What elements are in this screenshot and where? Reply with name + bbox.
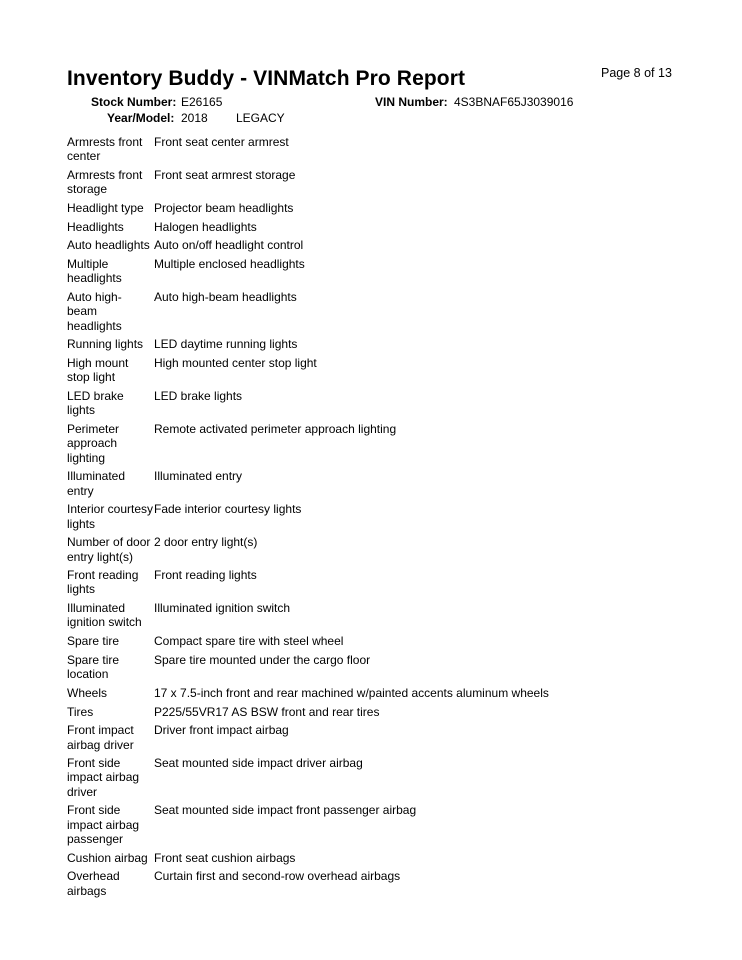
spec-row <box>67 653 667 682</box>
spec-label: Headlight type <box>67 200 144 215</box>
spec-label: High mount stop light <box>67 355 129 385</box>
spec-value: Illuminated ignition switch <box>154 601 291 616</box>
spec-label: Headlights <box>67 219 124 234</box>
spec-value: P225/55VR17 AS BSW front and rear tires <box>154 704 380 719</box>
spec-row <box>67 869 667 898</box>
spec-label: LED brake lights <box>67 388 124 418</box>
spec-value: Auto on/off headlight control <box>154 238 304 253</box>
spec-value: Compact spare tire with steel wheel <box>154 634 344 649</box>
spec-value: LED daytime running lights <box>154 337 298 352</box>
spec-row <box>67 337 667 351</box>
spec-row <box>67 851 667 865</box>
spec-label: Running lights <box>67 337 144 352</box>
spec-label: Auto high-beam headlights <box>67 290 122 333</box>
spec-label: Cushion airbag <box>67 850 148 865</box>
spec-row <box>67 257 667 286</box>
page-number: Page 8 of 13 <box>601 66 672 80</box>
spec-value: Spare tire mounted under the cargo floor <box>154 652 371 667</box>
vin-number-label: VIN Number: <box>375 95 448 109</box>
spec-value: Curtain first and second-row overhead airbags <box>154 869 401 884</box>
spec-row <box>67 356 667 385</box>
spec-row <box>67 290 667 333</box>
spec-value: LED brake lights <box>154 388 243 403</box>
spec-row <box>67 723 667 752</box>
spec-row <box>67 756 667 799</box>
spec-row <box>67 502 667 531</box>
spec-value: 2 door entry light(s) <box>154 535 258 550</box>
spec-row <box>67 389 667 418</box>
spec-row <box>67 601 667 630</box>
spec-label: Armrests front center <box>67 135 143 164</box>
year-value: 2018 <box>181 111 208 125</box>
vin-number-value: 4S3BNAF65J3039016 <box>454 95 574 109</box>
spec-row <box>67 803 667 846</box>
spec-value: Projector beam headlights <box>154 200 294 215</box>
spec-label: Number of door entry light(s) <box>67 535 151 564</box>
spec-row <box>67 220 667 234</box>
spec-label: Perimeter approach lighting <box>67 421 120 465</box>
spec-label: Front side impact airbag driver <box>67 756 140 799</box>
spec-value: Front seat armrest storage <box>154 167 296 182</box>
spec-label: Wheels <box>67 685 108 700</box>
spec-value: Front seat center armrest <box>154 135 289 149</box>
year-model-label: Year/Model: <box>107 111 175 125</box>
spec-label: Spare tire <box>67 634 120 649</box>
spec-label: Interior courtesy lights <box>67 502 154 531</box>
spec-row <box>67 535 667 564</box>
spec-value: Auto high-beam headlights <box>154 290 297 305</box>
spec-row <box>67 568 667 597</box>
spec-value: Seat mounted side impact driver airbag <box>154 756 363 771</box>
spec-label: Multiple headlights <box>67 257 122 286</box>
spec-value: Front seat cushion airbags <box>154 850 296 865</box>
spec-row <box>67 238 667 252</box>
spec-label: Front side impact airbag passenger <box>67 803 140 847</box>
spec-row <box>67 686 667 700</box>
spec-value: Driver front impact airbag <box>154 723 289 738</box>
model-value: LEGACY <box>236 111 285 125</box>
stock-number-label: Stock Number: <box>91 95 177 109</box>
spec-label: Front reading lights <box>67 568 139 597</box>
spec-value: Multiple enclosed headlights <box>154 257 305 272</box>
spec-row <box>67 135 667 164</box>
spec-row <box>67 422 667 465</box>
spec-value: High mounted center stop light <box>154 355 317 370</box>
spec-value: Fade interior courtesy lights <box>154 502 302 517</box>
spec-value: 17 x 7.5-inch front and rear machined w/painted accents aluminum wheels <box>154 685 549 700</box>
spec-row <box>67 469 667 498</box>
spec-label: Tires <box>67 704 94 719</box>
report-title: Inventory Buddy - VINMatch Pro Report <box>67 67 466 90</box>
spec-row <box>67 168 667 197</box>
spec-list <box>67 135 667 902</box>
spec-label: Spare tire location <box>67 652 120 682</box>
spec-value: Illuminated entry <box>154 469 243 484</box>
spec-value: Remote activated perimeter approach lighting <box>154 421 397 436</box>
spec-row <box>67 705 667 719</box>
spec-value: Front reading lights <box>154 568 257 583</box>
spec-label: Illuminated entry <box>67 469 126 498</box>
stock-number-value: E26165 <box>181 95 223 109</box>
spec-value: Halogen headlights <box>154 219 257 234</box>
spec-row <box>67 201 667 215</box>
spec-label: Front impact airbag driver <box>67 723 134 752</box>
spec-label: Auto headlights <box>67 238 150 253</box>
spec-label: Illuminated ignition switch <box>67 601 142 630</box>
spec-value: Seat mounted side impact front passenger airbag <box>154 803 417 818</box>
spec-row <box>67 634 667 648</box>
spec-label: Armrests front storage <box>67 167 143 197</box>
spec-label: Overhead airbags <box>67 869 120 898</box>
